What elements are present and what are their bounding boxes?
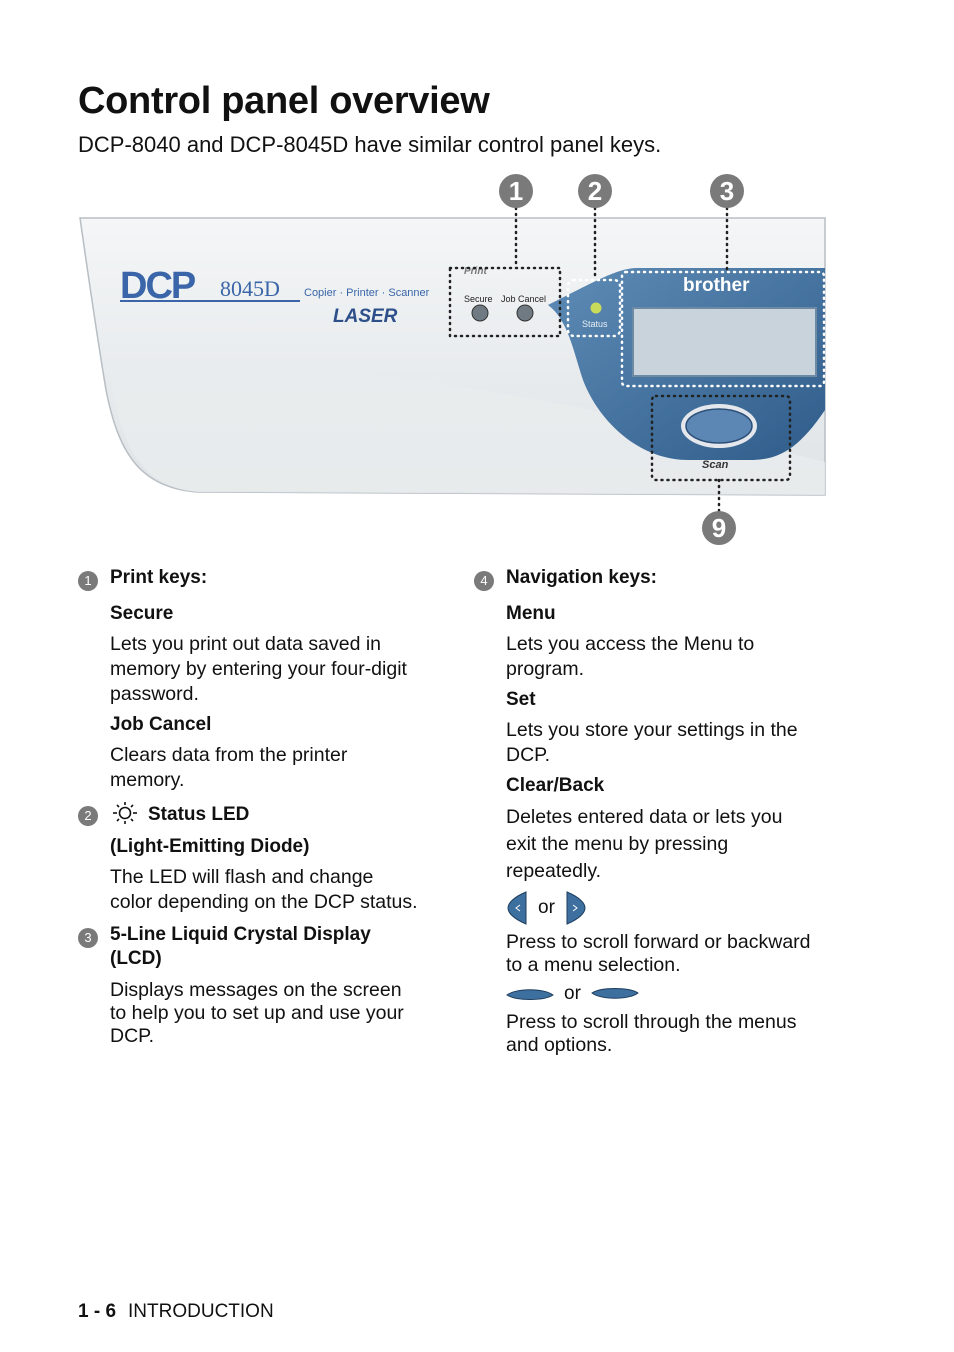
callout-9: 9 [711,513,727,543]
up-down-description: Press to scroll through the menus and options. [506,1011,797,1056]
model-number: 8045D [220,276,280,301]
model-prefix: DCP [120,265,195,307]
sun-led-icon [110,801,140,825]
callout-1: 1 [508,176,524,206]
menu-description: Lets you access the Menu to program. [506,633,755,680]
status-led-heading-row [110,801,418,827]
model-tagline: Copier · Printer · Scanner [304,287,430,299]
scan-label: Scan [702,459,729,471]
status-label: Status [582,319,608,329]
print-label: Print [464,266,487,277]
job-cancel-key-label: Job Cancel [501,294,547,304]
status-led-description: The LED will flash and change color depending on the DCP status. [110,866,418,913]
entry-number: 4 [474,571,494,591]
entry-number: 1 [78,571,98,591]
page-number: 1 - 6 [78,1301,117,1322]
entry-print-keys [78,566,418,793]
or-label: or [564,983,581,1004]
status-led [591,303,602,314]
job-cancel-description: Clears data from the printer memory. [110,744,348,791]
lcd-screen [633,308,816,376]
job-cancel-key [517,305,533,321]
left-column [78,564,418,1054]
right-arrow-key-icon [565,891,587,925]
left-right-keys-row [506,891,814,925]
set-description: Lets you store your settings in the DCP. [506,719,798,766]
print-keys-heading: Print keys: [110,567,208,588]
entry-status-led [78,801,418,915]
lcd-heading: 5-Line Liquid Crystal Display (LCD) [110,924,371,969]
control-panel-illustration [78,170,838,550]
left-arrow-key-icon [506,891,528,925]
job-cancel-heading: Job Cancel [110,714,212,735]
secure-key-label: Secure [464,294,493,304]
callout-3: 3 [719,176,735,206]
section-name: INTRODUCTION [128,1301,274,1322]
secure-description: Lets you print out data saved in memory by entering your four-digit password. [110,633,407,705]
control-panel-svg [78,170,838,550]
menu-heading: Menu [506,603,556,624]
left-right-description: Press to scroll forward or backward to a menu selection. [506,931,811,976]
lcd-description: Displays messages on the screen to help you to set up and use your DCP. [110,979,404,1047]
or-label: or [538,897,555,918]
clear-back-heading: Clear/Back [506,775,605,796]
page-title: Control panel overview [78,80,490,122]
callout-2: 2 [587,176,603,206]
brand-logo: brother [683,275,750,296]
entry-number: 2 [78,806,98,826]
secure-heading: Secure [110,603,174,624]
status-led-heading: Status LED [148,804,250,825]
down-arrow-key-icon [506,986,554,1002]
clear-back-description: Deletes entered data or lets you exit the menu by pressing repeatedly. [506,806,783,882]
up-down-keys-row [506,983,814,1005]
up-arrow-key-icon [591,986,639,1002]
navigation-keys-heading: Navigation keys: [506,567,657,588]
status-led-subheading: (Light-Emitting Diode) [110,836,310,857]
entry-number: 3 [78,928,98,948]
set-heading: Set [506,689,536,710]
right-column [474,564,814,1063]
menu-key [686,409,752,443]
laser-label: LASER [333,306,398,327]
page-subtitle: DCP-8040 and DCP-8045D have similar control panel keys. [78,132,662,157]
entry-navigation-keys [474,566,814,1057]
entry-lcd [78,923,418,1048]
secure-key [472,305,488,321]
page-footer [78,1301,274,1323]
